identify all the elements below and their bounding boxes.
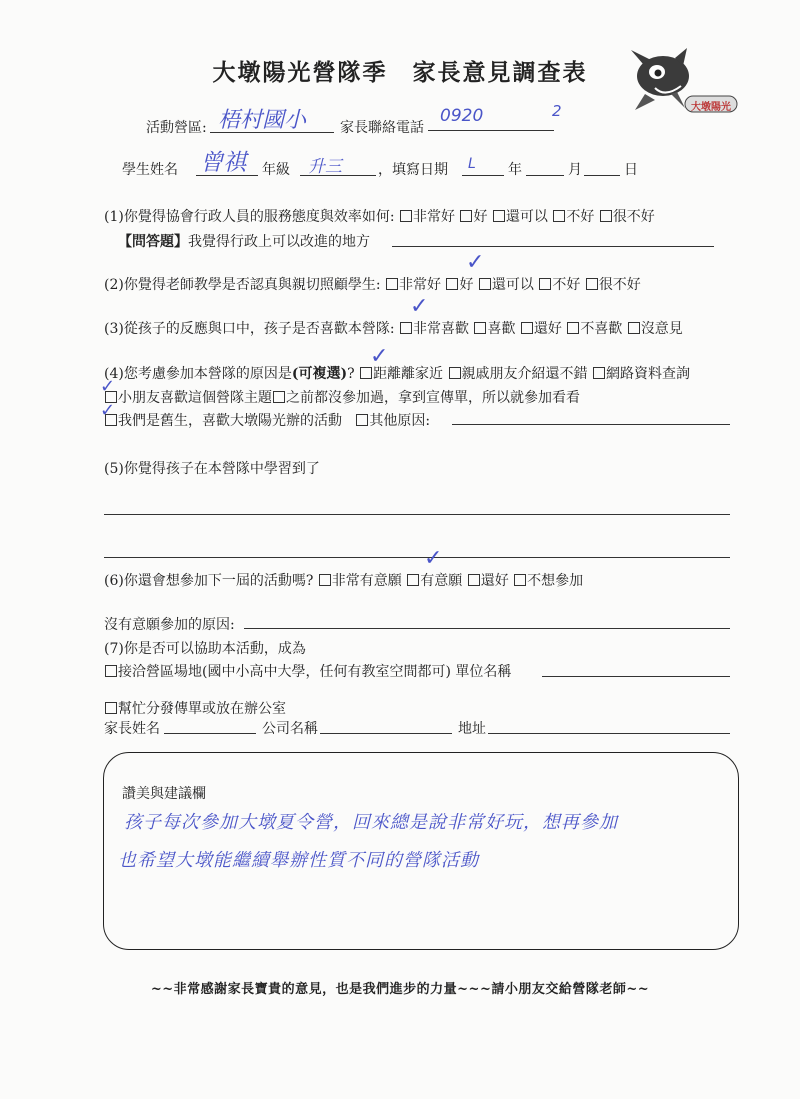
q2-opt2-checkbox[interactable] bbox=[446, 278, 458, 290]
address-label: 地址 bbox=[458, 721, 486, 737]
mascot-logo-icon bbox=[625, 48, 740, 118]
q1-opt3-checkbox[interactable] bbox=[493, 210, 505, 222]
q4-row: (4)您考慮參加本營隊的原因是(可複選)? 距離離家近 親戚朋友介紹還不錯 網路資料查詢 bbox=[104, 366, 690, 382]
q1-opt4-checkbox[interactable] bbox=[553, 210, 565, 222]
q7-text: (7)你是否可以協助本活動，成為 bbox=[104, 641, 306, 657]
q7-opt1-checkbox[interactable] bbox=[105, 665, 117, 677]
student-name-label: 學生姓名 bbox=[122, 162, 178, 178]
q1-opt5-checkbox[interactable] bbox=[600, 210, 612, 222]
grade-label: 年級 bbox=[262, 162, 290, 178]
q4-opt5-checkbox[interactable] bbox=[273, 391, 285, 403]
camp-value[interactable]: 梧村國小 bbox=[218, 108, 307, 133]
q1-opt1-checkbox[interactable] bbox=[400, 210, 412, 222]
q6-opt2-checkbox[interactable] bbox=[407, 574, 419, 586]
student-name-value[interactable]: 曾祺 bbox=[200, 150, 246, 176]
month-label: 月 bbox=[568, 162, 582, 178]
q4-opt3-checkbox[interactable] bbox=[593, 367, 605, 379]
q3-opt1-checkbox[interactable] bbox=[400, 322, 412, 334]
q4-text: (4)您考慮參加本營隊的原因是 bbox=[104, 366, 292, 382]
grade-value[interactable]: 升三 bbox=[308, 157, 342, 177]
q3-row: (3)從孩子的反應與口中，孩子是否喜歡本營隊: 非常喜歡 喜歡 還好 不喜歡 沒意見 bbox=[104, 321, 683, 337]
q6-row: (6)你還會想參加下一屆的活動嗎? 非常有意願 有意願 還好 不想參加 bbox=[104, 573, 584, 589]
q6-reason-label: 沒有意願參加的原因: bbox=[104, 617, 235, 633]
q1-opt2-checkbox[interactable] bbox=[460, 210, 472, 222]
q4-line3: 我們是舊生，喜歡大墩陽光辦的活動 其他原因: bbox=[104, 410, 430, 430]
q4-opt4-checkmark-icon: ✓ bbox=[100, 376, 116, 397]
q6-opt4-checkbox[interactable] bbox=[514, 574, 526, 586]
parent-name-label: 家長姓名 bbox=[104, 721, 160, 737]
q6-opt3-checkbox[interactable] bbox=[468, 574, 480, 586]
phone-extra: 2 bbox=[552, 102, 562, 120]
date-value[interactable]: L bbox=[468, 156, 476, 172]
q2-row: (2)你覺得老師教學是否認真與親切照顧學生: 非常好 好 還可以 不好 很不好 bbox=[104, 277, 641, 293]
comments-heading: 讚美與建議欄 bbox=[122, 786, 206, 802]
q4-opt2-checkbox[interactable] bbox=[449, 367, 461, 379]
camp-label: 活動營區: bbox=[146, 120, 207, 136]
day-label: 日 bbox=[624, 162, 638, 178]
logo-text: 大墩陽光 bbox=[691, 102, 731, 113]
page-title: 大墩陽光營隊季 家長意見調查表 bbox=[212, 59, 588, 86]
q2-opt3-checkbox[interactable] bbox=[479, 278, 491, 290]
q4-line2: 小朋友喜歡這個營隊主題 之前都沒參加過，拿到宣傳單，所以就參加看看 bbox=[104, 387, 580, 407]
q1-row: (1)你覺得協會行政人員的服務態度與效率如何: 非常好 好 還可以 不好 很不好 bbox=[104, 209, 655, 225]
q2-opt5-checkbox[interactable] bbox=[586, 278, 598, 290]
comments-line2: 也希望大墩能繼續舉辦性質不同的營隊活動 bbox=[118, 850, 479, 871]
q6-text: (6)你還會想參加下一屆的活動嗎? bbox=[104, 573, 314, 589]
q1-text: (1)你覺得協會行政人員的服務態度與效率如何: bbox=[104, 209, 395, 225]
q2-opt4-checkbox[interactable] bbox=[539, 278, 551, 290]
q2-opt1-checkbox[interactable] bbox=[386, 278, 398, 290]
q7-parent-row bbox=[104, 718, 160, 738]
q7-opt1-row: 接洽營區場地(國中小高中大學，任何有教室空間都可) 單位名稱 bbox=[104, 661, 511, 681]
q3-text: (3)從孩子的反應與口中，孩子是否喜歡本營隊: bbox=[104, 321, 395, 337]
q4-opt1-checkmark-icon: ✓ bbox=[370, 344, 389, 369]
q1-sub-text: 我覺得行政上可以改進的地方 bbox=[188, 234, 370, 250]
q1-sub-bold: 【問答題】 bbox=[118, 234, 188, 250]
q3-opt5-checkbox[interactable] bbox=[628, 322, 640, 334]
q3-opt3-checkbox[interactable] bbox=[521, 322, 533, 334]
q3-opt2-checkbox[interactable] bbox=[474, 322, 486, 334]
q7-opt2-row: 幫忙分發傳單或放在辦公室 bbox=[104, 698, 286, 718]
q5-text: (5)你覺得孩子在本營隊中學習到了 bbox=[104, 461, 320, 477]
q2-text: (2)你覺得老師教學是否認真與親切照顧學生: bbox=[104, 277, 381, 293]
q4-other-checkbox[interactable] bbox=[356, 414, 368, 426]
q3-opt4-checkbox[interactable] bbox=[567, 322, 579, 334]
date-label: ，填寫日期 bbox=[378, 162, 448, 178]
footer-note: ~~非常感謝家長寶貴的意見，也是我們進步的力量~~~請小朋友交給營隊老師~~ bbox=[150, 982, 650, 997]
q2-checkmark-icon: ✓ bbox=[466, 250, 485, 275]
q1-sub-row bbox=[118, 231, 370, 251]
year-label: 年 bbox=[508, 162, 522, 178]
q6-checkmark-icon: ✓ bbox=[424, 546, 443, 571]
company-label: 公司名稱 bbox=[262, 721, 318, 737]
q4-multi: (可複選) bbox=[291, 366, 348, 382]
q7-unit-label: 單位名稱 bbox=[455, 664, 512, 680]
q7-opt2-checkbox[interactable] bbox=[105, 702, 117, 714]
q4-opt6-checkmark-icon: ✓ bbox=[100, 400, 116, 421]
phone-value[interactable]: 0920 bbox=[440, 106, 484, 126]
q3-checkmark-icon: ✓ bbox=[410, 294, 429, 319]
q6-opt1-checkbox[interactable] bbox=[319, 574, 331, 586]
comments-line1: 孩子每次參加大墩夏令營，回來總是說非常好玩，想再參加 bbox=[124, 812, 618, 833]
phone-label: 家長聯絡電話 bbox=[340, 120, 424, 136]
